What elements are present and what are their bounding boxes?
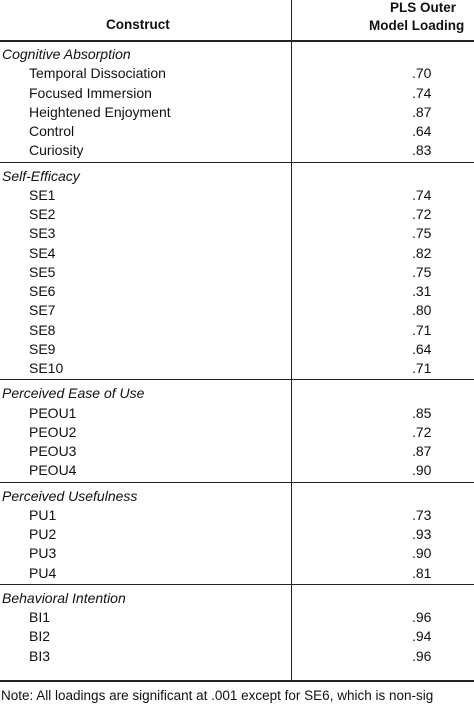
item-label: SE5	[29, 263, 56, 280]
item-loading-value: .70	[412, 65, 432, 82]
group-separator	[0, 482, 474, 483]
item-loading-value: .74	[412, 84, 432, 101]
item-label: SE1	[29, 186, 56, 203]
item-label: BI1	[29, 609, 51, 625]
item-label: PU2	[29, 526, 57, 542]
header-construct: Construct	[106, 17, 170, 32]
item-label: PEOU1	[29, 404, 77, 421]
item-loading-value: .87	[412, 443, 432, 459]
group-heading: Perceived Usefulness	[2, 487, 138, 504]
group-heading: Behavioral Intention	[2, 589, 126, 606]
item-label: PU3	[29, 545, 57, 562]
header-loading-line1: PLS Outer	[390, 0, 457, 15]
item-loading-value: .90	[412, 545, 432, 562]
group-separator	[0, 584, 474, 585]
group-separator	[0, 162, 474, 163]
item-label: Focused Immersion	[29, 84, 152, 101]
item-loading-value: .73	[412, 506, 432, 523]
item-loading-value: .81	[412, 564, 432, 581]
group-heading: Perceived Ease of Use	[2, 385, 145, 402]
item-loading-value: .90	[412, 462, 432, 479]
header-rule	[0, 40, 474, 42]
item-loading-value: .83	[412, 142, 432, 159]
group-heading: Cognitive Absorption	[2, 46, 131, 62]
item-label: Temporal Dissociation	[29, 65, 166, 82]
item-loading-value: .72	[412, 206, 432, 222]
item-loading-value: .64	[412, 340, 432, 357]
item-loading-value: .93	[412, 526, 432, 542]
item-label: PU4	[29, 564, 57, 581]
item-loading-value: .72	[412, 423, 432, 440]
item-label: SE9	[29, 340, 56, 357]
item-loading-value: .87	[412, 103, 432, 120]
bottom-rule	[0, 680, 474, 682]
item-label: Curiosity	[29, 142, 84, 159]
group-separator	[0, 379, 474, 380]
item-loading-value: .85	[412, 404, 432, 421]
item-loading-value: .96	[412, 609, 432, 625]
item-label: BI3	[29, 647, 51, 664]
column-divider	[291, 0, 292, 680]
item-loading-value: .64	[412, 123, 432, 139]
item-label: SE2	[29, 206, 56, 222]
item-loading-value: .74	[412, 186, 432, 203]
group-heading: Self-Efficacy	[2, 167, 80, 184]
item-loading-value: .82	[412, 244, 432, 261]
item-label: PEOU2	[29, 423, 77, 440]
table-note: Note: All loadings are significant at .001 except for SE6, which is non-sig	[1, 688, 434, 703]
item-loading-value: .96	[412, 647, 432, 664]
item-loading-value: .75	[412, 263, 432, 280]
item-label: Heightened Enjoyment	[29, 103, 171, 120]
item-label: SE6	[29, 283, 56, 299]
item-label: SE4	[29, 244, 56, 261]
item-label: BI2	[29, 628, 51, 645]
item-label: PEOU3	[29, 443, 77, 459]
item-label: PEOU4	[29, 462, 77, 479]
item-loading-value: .75	[412, 225, 432, 242]
item-label: SE8	[29, 321, 56, 338]
item-loading-value: .71	[412, 360, 432, 376]
item-loading-value: .71	[412, 321, 432, 338]
item-label: SE10	[29, 360, 64, 376]
item-label: SE7	[29, 302, 56, 319]
item-label: Control	[29, 123, 75, 139]
item-loading-value: .94	[412, 628, 432, 645]
item-label: PU1	[29, 506, 57, 523]
item-label: SE3	[29, 225, 56, 242]
item-loading-value: .31	[412, 283, 432, 299]
item-loading-value: .80	[412, 302, 432, 319]
header-loading-line2: Model Loading	[369, 18, 465, 33]
